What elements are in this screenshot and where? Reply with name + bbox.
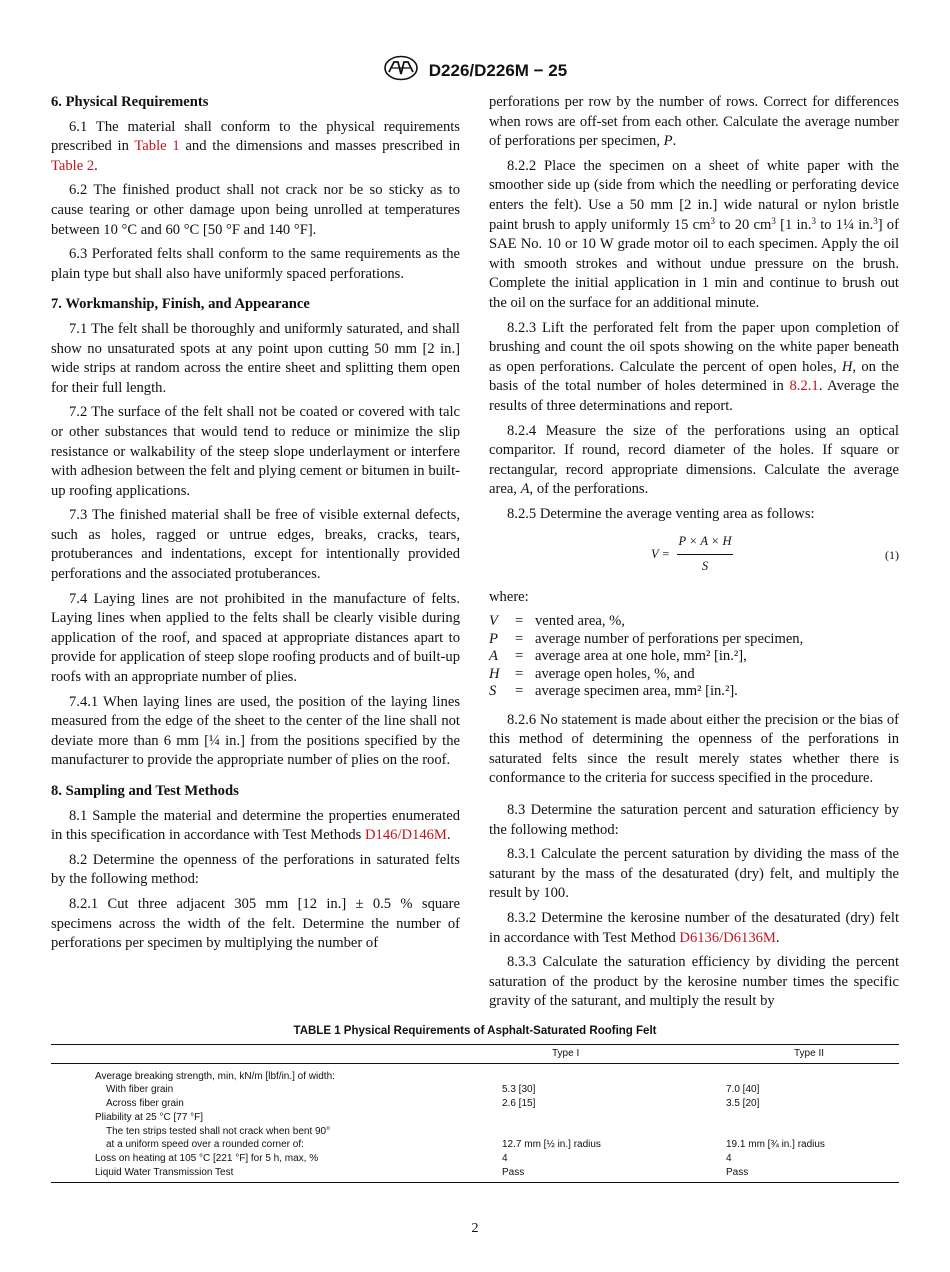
page-number: 2 [471,1221,479,1236]
table-header-type-2: Type II [726,1045,899,1064]
paragraph-8-1: 8.1 Sample the material and determine the properties enumerated in this specification in accordance with Test Methods D146/D146M. [51,807,460,844]
definition-row: H = average open holes, %, and [489,665,695,682]
section-7-title: 7. Workmanship, Finish, and Appearance [51,296,310,313]
paragraph-8-3-3: 8.3.3 Calculate the saturation efficiency by dividing the percent saturation of the product by the kerosine number times the specific gravity of the saturant, and multiply the result by [489,954,899,1010]
section-6-title: 6. Physical Requirements [51,94,209,110]
definition-row: V = vented area, %, [489,613,625,630]
table-header-row [51,1045,899,1064]
table-2-link[interactable]: Table 2 [51,157,95,174]
variable-definitions [489,613,899,701]
paragraph-8-2-6: 8.2.6 No statement is made about either the precision or the bias of this method of determining the openness of the perforations in saturated felts since the result merely states whether there is conformance to the criteria for success specified in the procedure. [489,711,899,787]
table-row: Across fiber grain 2.6 [15] 3.5 [20] [106,1098,760,1110]
paragraph-8-3: 8.3 Determine the saturation percent and saturation efficiency by the following method: [489,801,899,838]
paragraph-7-4-1: 7.4.1 When laying lines are used, the position of the laying lines measured from the edge of the sheet to the center of the line shall not deviate more than 6 mm [¼ in.] from the positions specified by the manufacturer to provide the appropriate number of plies on the roof. [51,693,460,769]
definition-row: S = average specimen area, mm² [in.²]. [489,683,738,700]
definition-row: A = average area at one hole, mm² [in.²], [489,648,747,665]
paragraph-8-2-1: 8.2.1 Cut three adjacent 305 mm [12 in.] ± 0.5 % square specimens across the width of the felt. Determine the number of perforations per specimen by multiplying the number of [51,895,460,952]
where-label: where: [489,589,529,606]
left-column [51,93,460,959]
paragraph-7-1: 7.1 The felt shall be thoroughly and uniformly saturated, and shall show no unsaturated spots at any point upon cutting 50 mm [2 in.] wide strips at random across the entire sheet and splitting them open for their full length. [51,320,460,396]
paragraph-8-2-3: 8.2.3 Lift the perforated felt from the paper upon completion of brushing and count the oil spots showing on the white paper beneath as open perforations. Calculate the percent of open holes, H, on the basis of the total number of holes determined in 8.2.1. Average the results of three determinations and report. [489,319,900,414]
equation-numerator: P × A × H [677,532,733,555]
equation-lhs: V = [651,547,670,562]
d6136-link[interactable]: D6136/D6136M [679,929,776,946]
paragraph-7-3: 7.3 The finished material shall be free of visible external defects, such as holes, ragged or untrue edges, breaks, cracks, tears, protuberances and indentations, except for intentionally provided perforations and the associated protuberances. [51,507,460,583]
paragraph-7-4: 7.4 Laying lines are not prohibited in the manufacture of felts. Laying lines when applied to the felts shall be clearly visible during application of the roof, and spaced at appropriate distances apart to provide for application of steep slope roofing products and of built-up roofs with an appropriate number of plies. [51,590,460,686]
paragraph-8-2: 8.2 Determine the openness of the perforations in saturated felts by the following method: [51,851,460,888]
paragraph-6-2: 6.2 The finished product shall not crack nor be so sticky as to cause tearing or other damage upon being unrolled at temperatures between 10 °C and 60 °C [50 °F and 140 °F]. [51,182,460,238]
paragraph-7-2: 7.2 The surface of the felt shall not be coated or covered with talc or other substances that would tend to reduce or minimize the slip resistance or walkability of the steep slope underlayment or interfere with adhesion between the felt and plying cement or bitumen in built-up roofing applications. [51,404,460,499]
right-column [489,93,899,1017]
paragraph-6-3: 6.3 Perforated felts shall conform to the same requirements as the plain type but shall also have uniformly spaced perforations. [51,246,460,282]
equation-1 [489,530,899,580]
document-designation: D226/D226M − 25 [428,60,568,80]
paragraph-8-3-2: 8.3.2 Determine the kerosine number of the desaturated (dry) felt in accordance with Test Method D6136/D6136M. [489,909,899,946]
table-1-caption: TABLE 1 Physical Requirements of Asphalt-Saturated Roofing Felt [293,1025,657,1037]
paragraph-8-2-4: 8.2.4 Measure the size of the perforations using an optical comparitor. If round, record diameter of the holes. If square or rectangular, record appropriate dimensions. Calculate the average area, A, of the perforations. [489,422,899,498]
table-row: The ten strips tested shall not crack when bent 90° [106,1125,331,1137]
definition-row: P = average number of perforations per specimen, [489,630,804,647]
equation-denominator: S [701,559,709,574]
table-row: Loss on heating at 105 °C [221 °F] for 5 h, max, % 4 4 [95,1153,732,1165]
table-header-blank [51,1045,502,1064]
paragraph-8-2-1-continued: perforations per row by the number of rows. Correct for differences when rows are off-set from each other. Calculate the average number of perforations per specimen, P. [489,94,899,150]
paragraph-8-2-5: 8.2.5 Determine the average venting area as follows: [507,505,815,522]
paragraph-8-2-2: 8.2.2 Place the specimen on a sheet of white paper with the smoother side up (side from which the needling or perforating device enters the felt). Use a 50 mm [2 in.] wide natural or nylon bristle paint brush to apply uniformly 15 $cm^3$ to 20 $cm^3$ [1 in.$^3$ to 1¼ in.$^3$] of SAE No. 10 or 10 W grade motor oil to each specimen. Apply the oil with smooth strokes and without undue pressure on the brush. Complete the initial application in 1 min and continue to brush out the oil on the surface for an additional minute. [489,157,899,311]
astm-logo-icon [383,55,419,86]
physical-requirements-table [51,1044,899,1183]
table-1-link[interactable]: Table 1 [134,138,180,155]
page-header [0,55,950,86]
paragraph-8-3-1: 8.3.1 Calculate the percent saturation by dividing the mass of the saturant by the mass of the desaturated (dry) felt, and multiply the result by 100. [489,846,899,902]
equation-number: (1) [885,548,899,563]
section-8-title: 8. Sampling and Test Methods [51,783,239,799]
table-row: Pliability at 25 °C [77 °F] [95,1111,204,1123]
table-header-type-1: Type I [502,1045,726,1064]
table-row: Liquid Water Transmission Test Pass Pass [51,1166,899,1182]
table-row: Average breaking strength, min, kN/m [lbf/in.] of width: [95,1070,335,1082]
table-row: at a uniform speed over a rounded corner of: 12.7 mm [½ in.] radius 19.1 mm [¾ in.] radius [106,1139,825,1151]
section-8-2-1-link[interactable]: 8.2.1 [789,378,819,395]
table-1 [51,1025,899,1183]
table-row: With fiber grain 5.3 [30] 7.0 [40] [106,1084,760,1096]
equation-fraction [677,532,733,576]
d146-link[interactable]: D146/D146M [365,827,447,844]
paragraph-6-1: 6.1 The material shall conform to the physical requirements prescribed in Table 1 and the dimensions and masses prescribed in Table 2. [51,118,460,174]
